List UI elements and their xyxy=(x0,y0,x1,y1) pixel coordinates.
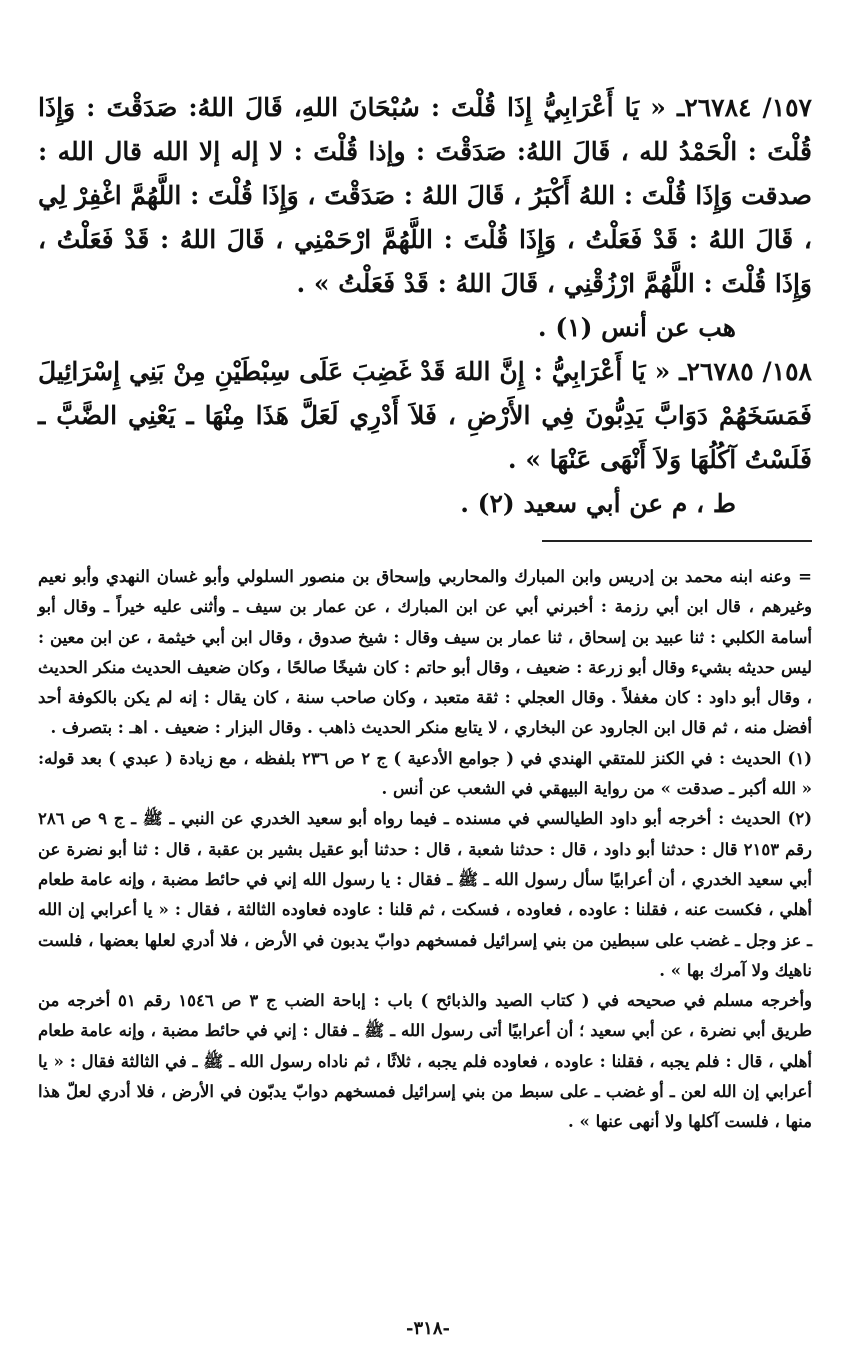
hadith-source: ط ، م عن أبي سعيد (٢) . xyxy=(460,489,736,518)
footnote-1: (١) الحديث : في الكنز للمتقي الهندي في ( جوامع الأدعية ) ج ٢ ص ٢٣٦ بلفظه ، مع زيادة ( عبدي ) بعد قوله: « الله أكبر ـ صدقت » من رواية البيهقي في الشعب عن أنس . xyxy=(38,748,812,799)
main-text xyxy=(38,86,812,526)
hadith-number: ١٥٧/ ٢٦٧٨٤ـ xyxy=(677,93,812,122)
footnote-continuation: = وعنه ابنه محمد بن إدريس وابن المبارك والمحاربي وإسحاق بن منصور السلولي وأبو غسان النهدي وأبو نعيم وغيرهم ، قال ابن أبي رزمة : أخبرني أبي عن ابن المبارك ، عن عمار بن سيف ـ وأثنى عليه خيراً ـ وقال أبو أسامة الكلبي : ثنا عبيد بن إسحاق ، ثنا عمار بن سيف وقال : شيخ صدوق ، وقال ابن أبي خيثمة ، عن ابن معين : ليس حديثه بشيء وقال أبو زرعة : ضعيف ، وقال أبو حاتم : كان شيخًا صالحًا ، وكان ضعيف الحديث منكر الحديث ، وقال أبو داود : كان مغفلاً . وقال العجلي : ثقة متعبد ، وكان صاحب سنة ، كان يقال : إنه لم يكن بالكوفة أحد أفضل منه ، ثم قال ابن الجارود عن البخاري ، لا يتابع منكر الحديث ذاهب . وقال البزار : ضعيف . اهـ : بتصرف . xyxy=(38,567,812,738)
hadith-text: « يَا أَعْرَابِيُّ : إِنَّ اللهَ قَدْ غَضِبَ عَلَى سِبْطَيْنِ مِنْ بَنِي إِسْرَائِيلَ فَمَسَخَهُمْ دَوَابَّ يَدِبُّونَ فِي الأَرْضِ ، فَلاَ أَدْرِي لَعَلَّ هَذَا مِنْهَا ـ يَعْنِي الضَّبَّ ـ فَلَسْتُ آكُلُهَا وَلاَ أَنْهَى عَنْهَا » . xyxy=(38,357,812,474)
hadith-text: « يَا أَعْرَابِيُّ إِذَا قُلْتَ : سُبْحَانَ اللهِ، قَالَ اللهُ: صَدَقْتَ : وَإِذَا قُلْتَ : الْحَمْدُ لله ، قَالَ اللهُ: صَدَقْتَ : وإذا قُلْتَ : لا إله إلا الله قال الله : صدقت وَإِذَا قُلْتَ : اللهُ أَكْبَرُ ، قَالَ اللهُ : صَدَقْتَ ، وَإِذَا قُلْتَ : اللَّهُمَّ اغْفِرْ لِي ، قَالَ اللهُ : قَدْ فَعَلْتُ ، وَإِذَا قُلْتَ : اللَّهُمَّ ارْحَمْنِي ، قَالَ اللهُ : قَدْ فَعَلْتُ ، وَإِذَا قُلْتَ : اللَّهُمَّ ارْزُقْنِي ، قَالَ اللهُ : قَدْ فَعَلْتُ » . xyxy=(38,93,812,298)
footnote-divider-wrap xyxy=(38,526,812,562)
hadith-source: هب عن أنس (١) . xyxy=(537,313,736,342)
hadith-158 xyxy=(38,350,812,482)
hadith-number: ١٥٨/ ٢٦٧٨٥ـ xyxy=(679,357,812,386)
footnote-divider xyxy=(542,540,812,542)
hadith-157 xyxy=(38,86,812,306)
footnotes xyxy=(38,562,812,1138)
footnote-2-continued: وأخرجه مسلم في صحيحه في ( كتاب الصيد والذبائح ) باب : إباحة الضب ج ٣ ص ١٥٤٦ رقم ٥١ أخرجه من طريق أبي نضرة ، عن أبي سعيد ؛ أن أعرابيًا أتى رسول الله ـ ﷺ ـ فقال : إني في حائط مضبة ، وإنه عامة طعام أهلي ، قال : فلم يجبه ، فقلنا : عاوده ، فعاوده فلم يجبه ، ثلاثًا ، ثم ناداه رسول الله ـ ﷺ ـ في الثالثة فقال : « يا أعرابي إن الله لعن ـ أو غضب ـ على سبط من بني إسرائيل فمسخهم دوابّ يدبّون في الأرض ، فلا أدري لعلّ هذا منها ، فلست آكلها ولا أنهى عنها » . xyxy=(38,991,813,1132)
footnote-2: (٢) الحديث : أخرجه أبو داود الطيالسي في مسنده ـ فيما رواه أبو سعيد الخدري عن النبي ـ ﷺ ـ ج ٩ ص ٢٨٦ رقم ٢١٥٣ قال : حدثنا أبو داود ، قال : حدثنا شعبة ، قال : حدثنا أبو عقيل بشير بن عقبة ، قال : ثنا أبو نضرة عن أبي سعيد الخدري ، أن أعرابيًا سأل رسول الله ـ ﷺ ـ فقال : يا رسول الله إني في حائط مضبة ، وإنه عامة طعام أهلي ، فكست عنه ، فقلنا : عاوده ، فعاوده ، فسكت ، ثم قلنا : عاوده فعاوده الثالثة ، فقال : « يا أعرابي إن الله ـ عز وجل ـ غضب على سبطين من بني إسرائيل فمسخهم دوابّ يدبون في الأرض ، فلا أدري لعلها بعضها ، فلست ناهيك ولا آمرك بها » . xyxy=(38,809,813,980)
page-number: -٣١٨- xyxy=(406,1318,450,1339)
